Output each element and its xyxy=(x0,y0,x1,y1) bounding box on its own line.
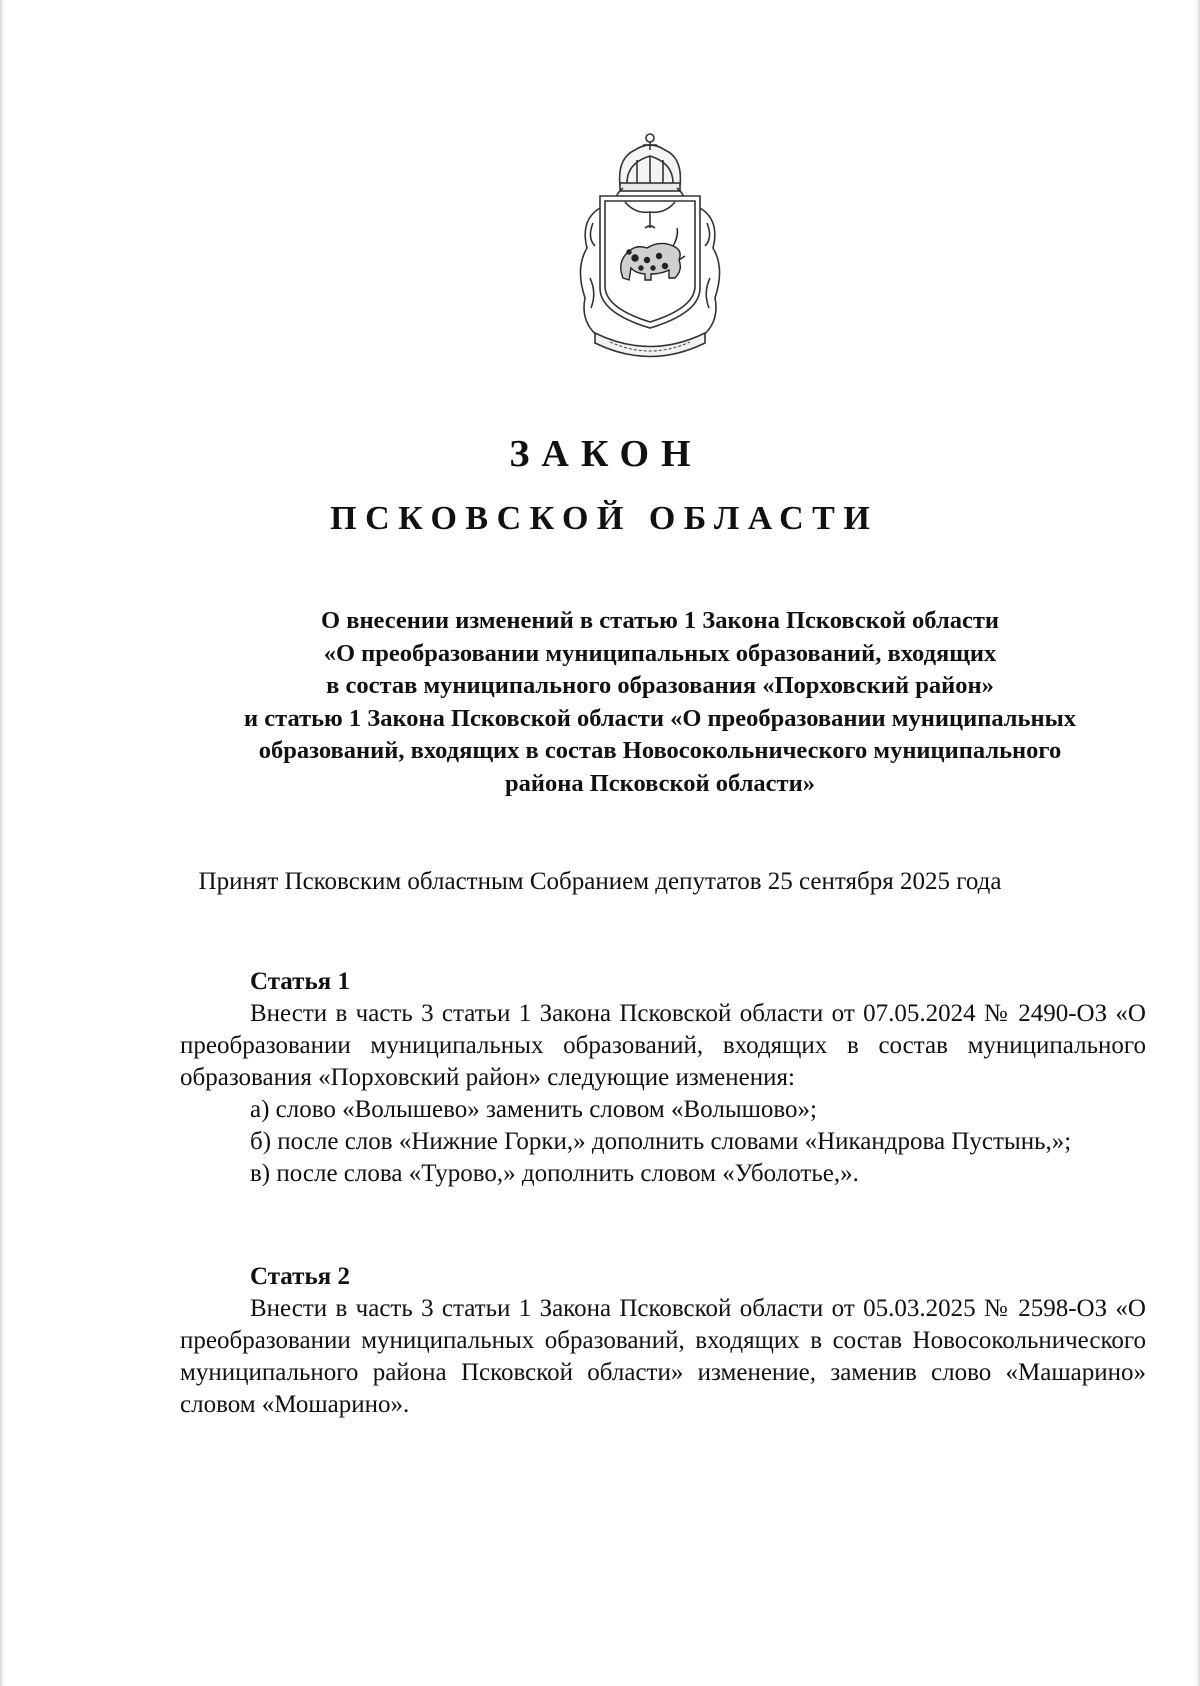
law-name xyxy=(175,605,1145,800)
article-2 xyxy=(180,1261,1146,1421)
law-name-line: в состав муниципального образования «Порховский район» xyxy=(326,672,994,699)
law-name-line: района Псковской области» xyxy=(505,769,815,797)
document-subtitle: ПСКОВСКОЙ ОБЛАСТИ xyxy=(330,500,879,537)
article-heading: Статья 1 xyxy=(250,968,350,995)
scan-edge-left xyxy=(0,0,6,1686)
document-title: ЗАКОН xyxy=(509,433,703,475)
law-name-line: О внесении изменений в статью 1 Закона Псковской области xyxy=(321,607,999,634)
article-1 xyxy=(180,966,1146,1190)
article-item: в) после слова «Турово,» дополнить словом «Уболотье,». xyxy=(250,1160,859,1187)
scan-edge-right xyxy=(1195,0,1200,1686)
coat-of-arms-emblem xyxy=(565,128,735,373)
article-item: а) слово «Волышево» заменить словом «Волышово»; xyxy=(250,1096,817,1123)
law-name-line: «О преобразовании муниципальных образований, входящих xyxy=(323,639,997,667)
article-paragraph: Внести в часть 3 статьи 1 Закона Псковской области от 05.03.2025 № 2598-ОЗ «О преобразовании муниципальных образований, входящих в состав Новосокольнического муниципального района Псковской области» изменение, заменив слово «Машарино» словом «Мошарино». xyxy=(180,1295,1146,1418)
adoption-statement: Принят Псковским областным Собранием депутатов 25 сентября 2025 года xyxy=(198,868,1002,895)
article-item: б) после слов «Нижние Горки,» дополнить словами «Никандрова Пустынь,»; xyxy=(250,1128,1072,1155)
law-name-line: и статью 1 Закона Псковской области «О преобразовании муниципальных xyxy=(244,704,1076,732)
law-name-line: образований, входящих в состав Новосокольнического муниципального xyxy=(258,737,1062,764)
article-paragraph: Внести в часть 3 статьи 1 Закона Псковской области от 07.05.2024 № 2490-ОЗ «О преобразовании муниципальных образований, входящих в состав муниципального образования «Порховский район» следующие изменения: xyxy=(180,1000,1146,1091)
article-heading: Статья 2 xyxy=(250,1263,350,1290)
